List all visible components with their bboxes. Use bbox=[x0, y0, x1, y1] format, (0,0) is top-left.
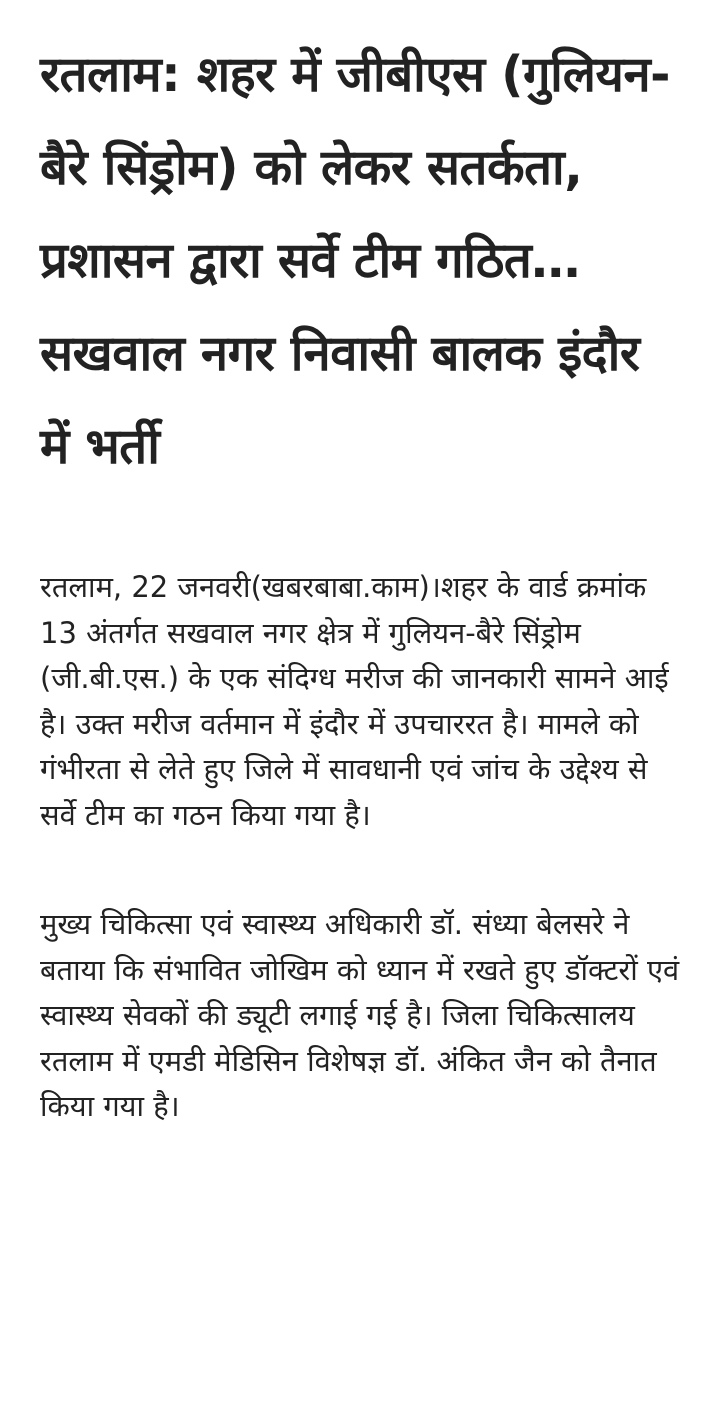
news-article bbox=[40, 28, 680, 1130]
article-headline: रतलाम: शहर में जीबीएस (गुलियन-बैरे सिंड्रोम) को लेकर सतर्कता, प्रशासन द्वारा सर्वे टीम गठित…सखवाल नगर निवासी बालक इंदौर में भर्ती bbox=[40, 46, 670, 475]
article-paragraph-1: रतलाम, 22 जनवरी(खबरबाबा.काम)।शहर के वार्ड क्रमांक 13 अंतर्गत सखवाल नगर क्षेत्र में गुलियन-बैरे सिंड्रोम (जी.बी.एस.) के एक संदिग्ध मरीज की जानकारी सामने आई है। उक्त मरीज वर्तमान में इंदौर में उपचाररत है। मामले को गंभीरता से लेते हुए जिले में सावधानी एवं जांच के उद्देश्य से सर्वे टीम का गठन किया गया है। bbox=[40, 570, 669, 832]
article-paragraph-2: मुख्य चिकित्सा एवं स्वास्थ्य अधिकारी डॉ. संध्या बेलसरे ने बताया कि संभावित जोखिम को ध्यान में रखते हुए डॉक्टरों एवं स्वास्थ्य सेवकों की ड्यूटी लगाई गई है। जिला चिकित्सालय रतलाम में एमडी मेडिसिन विशेषज्ञ डॉ. अंकित जैन को तैनात किया गया है। bbox=[40, 907, 680, 1123]
article-body bbox=[40, 565, 680, 1130]
